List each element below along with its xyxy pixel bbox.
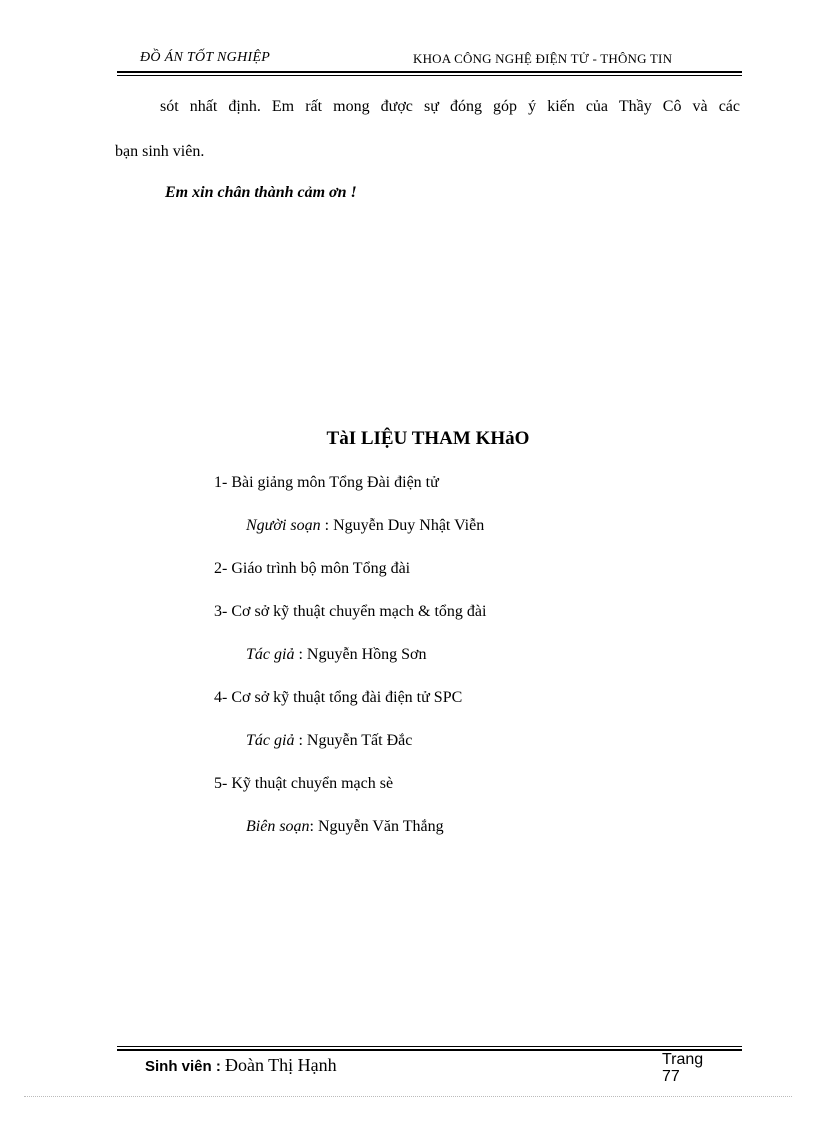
header-left-title: ĐỒ ÁN TỐT NGHIỆP <box>140 50 271 65</box>
reference-item-2: 2- Giáo trình bộ môn Tổng đài <box>214 560 411 577</box>
footer-rule-thin <box>117 1046 742 1047</box>
header-rule-thin <box>117 75 742 76</box>
references-title: TàI LIỆU THAM KHảO <box>326 428 530 449</box>
footer-student <box>145 1055 337 1076</box>
reference-separator: : <box>294 732 307 749</box>
footer-page-number: 77 <box>662 1068 680 1085</box>
header-rule-thick <box>117 71 742 73</box>
reference-item-5: 5- Kỹ thuật chuyển mạch sè <box>214 775 394 792</box>
page-bottom-dotted-line <box>24 1096 792 1097</box>
reference-author-5 <box>246 818 444 836</box>
reference-separator: : <box>320 517 334 534</box>
reference-role: Người soạn <box>246 517 321 534</box>
reference-author-1 <box>246 517 484 535</box>
reference-role: Biên soạn <box>246 818 310 835</box>
footer-page-label: Trang <box>662 1051 704 1068</box>
paragraph-line-1: sót nhất định. Em rất mong được sự đóng góp ý kiến của Thầy Cô và các <box>160 98 740 115</box>
reference-item-1: 1- Bài giảng môn Tổng Đài điện tử <box>214 474 439 491</box>
reference-person: Nguyễn Văn Thắng <box>318 818 444 835</box>
paragraph-line-2: bạn sinh viên. <box>115 143 205 160</box>
reference-item-4: 4- Cơ sở kỹ thuật tổng đài điện tử SPC <box>214 689 463 706</box>
header-right-title: KHOA CÔNG NGHỆ ĐIỆN TỬ - THÔNG TIN <box>413 51 673 66</box>
reference-person: Nguyễn Hồng Sơn <box>306 646 427 663</box>
footer-student-label: Sinh viên : <box>145 1058 226 1075</box>
reference-person: Nguyễn Tất Đắc <box>306 732 413 749</box>
footer-page <box>662 1051 703 1085</box>
reference-item-3: 3- Cơ sở kỹ thuật chuyển mạch & tổng đài <box>214 603 487 620</box>
reference-author-3 <box>246 646 426 664</box>
footer-student-name: Đoàn Thị Hạnh <box>225 1055 337 1075</box>
reference-role: Tác giả <box>246 732 295 749</box>
reference-separator: : <box>294 646 307 663</box>
reference-person: Nguyễn Duy Nhật Viễn <box>333 517 485 534</box>
reference-separator: : <box>309 818 318 835</box>
reference-author-4 <box>246 732 412 750</box>
reference-role: Tác giả <box>246 646 295 663</box>
closing-thanks: Em xin chân thành cảm ơn ! <box>165 184 357 201</box>
footer-rule-thick <box>117 1049 742 1051</box>
